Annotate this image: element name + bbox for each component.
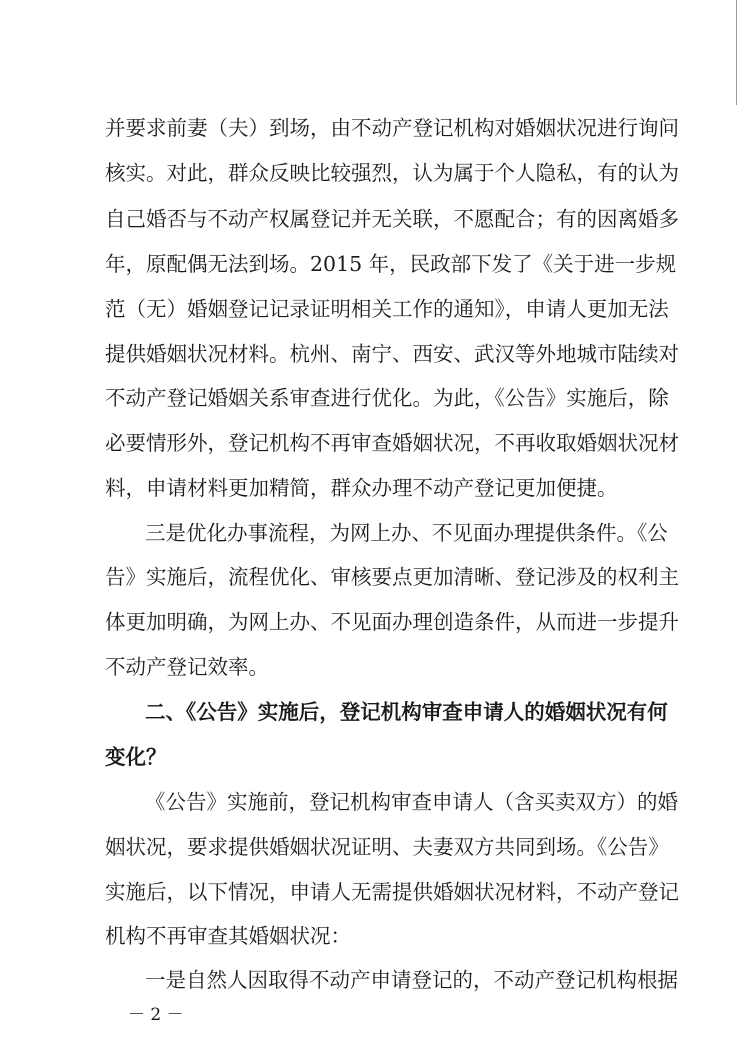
paragraph-line: 自己婚否与不动产权属登记并无关联，不愿配合；有的因离婚多 [105,207,679,231]
section-heading: 变化？ [105,745,167,769]
section-heading: 二、《公告》实施后，登记机构审查申请人的婚姻状况有何 [145,700,668,724]
paragraph-line: 料，申请材料更加精简，群众办理不动产登记更加便捷。 [105,476,618,500]
paragraph-line: 三是优化办事流程，为网上办、不见面办理提供条件。《公 [145,521,668,545]
paragraph-line: 不动产登记效率。 [105,655,269,679]
paragraph-line: 实施后，以下情况，申请人无需提供婚姻状况材料，不动产登记 [105,880,679,904]
page-number: － 2 － [128,1005,184,1025]
paragraph-line: 一是自然人因取得不动产申请登记的，不动产登记机构根据 [145,968,678,992]
paragraph-line: 范（无）婚姻登记记录证明相关工作的通知》，申请人更加无法 [105,297,669,321]
paragraph-line: 《公告》实施前，登记机构审查申请人（含买卖双方）的婚 [145,790,678,814]
paragraph-line: 核实。对此，群众反映比较强烈，认为属于个人隐私，有的认为 [105,161,679,185]
paragraph-line: 体更加明确，为网上办、不见面办理创造条件，从而进一步提升 [105,610,679,634]
paragraph-line: 提供婚姻状况材料。杭州、南宁、西安、武汉等外地城市陆续对 [105,342,679,366]
paragraph-line: 机构不再审查其婚姻状况： [105,924,351,948]
scan-edge-line [736,0,737,105]
paragraph-line: 告》实施后，流程优化、审核要点更加清晰、登记涉及的权利主 [105,565,679,589]
paragraph-line: 并要求前妻（夫）到场，由不动产登记机构对婚姻状况进行询问 [105,116,679,140]
paragraph-line: 不动产登记婚姻关系审查进行优化。为此，《公告》实施后，除 [105,386,669,410]
paragraph-line: 姻状况，要求提供婚姻状况证明、夫妻双方共同到场。《公告》 [105,835,669,859]
paragraph-line: 必要情形外，登记机构不再审查婚姻状况，不再收取婚姻状况材 [105,431,679,455]
paragraph-line: 年，原配偶无法到场。2015 年，民政部下发了《关于进一步规 [105,252,677,276]
